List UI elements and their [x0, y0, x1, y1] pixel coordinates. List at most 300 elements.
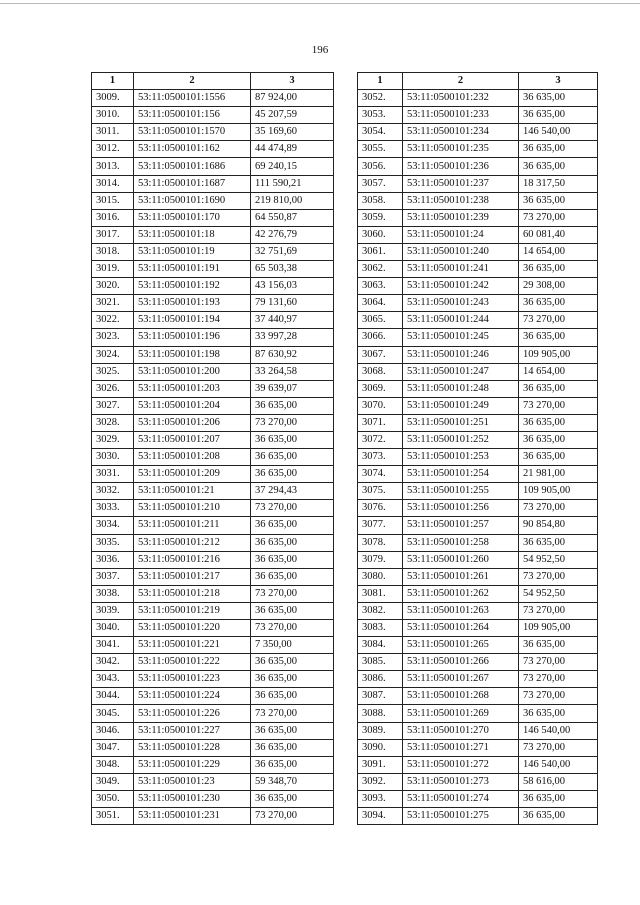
cadastral-number: 53:11:0500101:222: [134, 654, 251, 671]
cadastral-value: 219 810,00: [251, 192, 334, 209]
cadastral-value: 73 270,00: [519, 654, 598, 671]
row-number: 3067.: [358, 346, 403, 363]
table-row: [358, 568, 598, 585]
table-row: [92, 158, 334, 175]
row-number: 3035.: [92, 534, 134, 551]
table-row: [92, 620, 334, 637]
table-row: [358, 602, 598, 619]
cadastral-number: 53:11:0500101:203: [134, 380, 251, 397]
row-number: 3063.: [358, 278, 403, 295]
row-number: 3010.: [92, 107, 134, 124]
row-number: 3044.: [92, 688, 134, 705]
table-row: [358, 329, 598, 346]
cadastral-number: 53:11:0500101:275: [403, 808, 519, 825]
table-row: [92, 278, 334, 295]
cadastral-value: 146 540,00: [519, 722, 598, 739]
row-number: 3085.: [358, 654, 403, 671]
cadastral-value: 73 270,00: [251, 585, 334, 602]
row-number: 3014.: [92, 175, 134, 192]
table-row: [92, 431, 334, 448]
cadastral-number: 53:11:0500101:208: [134, 449, 251, 466]
row-number: 3057.: [358, 175, 403, 192]
cadastral-number: 53:11:0500101:226: [134, 705, 251, 722]
cadastral-value: 39 639,07: [251, 380, 334, 397]
cadastral-value: 73 270,00: [519, 397, 598, 414]
row-number: 3074.: [358, 466, 403, 483]
cadastral-value: 36 635,00: [251, 431, 334, 448]
row-number: 3062.: [358, 261, 403, 278]
cadastral-value: 14 654,00: [519, 243, 598, 260]
column-header-number: 1: [92, 73, 134, 90]
row-number: 3041.: [92, 637, 134, 654]
cadastral-value: 36 635,00: [519, 449, 598, 466]
row-number: 3021.: [92, 295, 134, 312]
cadastral-number: 53:11:0500101:156: [134, 107, 251, 124]
cadastral-value: 69 240,15: [251, 158, 334, 175]
row-number: 3059.: [358, 209, 403, 226]
table-header-row: [92, 73, 334, 90]
cadastral-value: 32 751,69: [251, 243, 334, 260]
table-row: [358, 226, 598, 243]
cadastral-value: 36 635,00: [251, 534, 334, 551]
cadastral-value: 36 635,00: [251, 466, 334, 483]
row-number: 3080.: [358, 568, 403, 585]
row-number: 3049.: [92, 773, 134, 790]
row-number: 3066.: [358, 329, 403, 346]
cadastral-number: 53:11:0500101:266: [403, 654, 519, 671]
cadastral-number: 53:11:0500101:198: [134, 346, 251, 363]
row-number: 3045.: [92, 705, 134, 722]
table-row: [92, 534, 334, 551]
cadastral-value: 73 270,00: [519, 500, 598, 517]
cadastral-value: 73 270,00: [519, 739, 598, 756]
row-number: 3060.: [358, 226, 403, 243]
cadastral-number: 53:11:0500101:256: [403, 500, 519, 517]
table-row: [358, 124, 598, 141]
cadastral-value: 36 635,00: [251, 517, 334, 534]
table-row: [92, 397, 334, 414]
row-number: 3046.: [92, 722, 134, 739]
row-number: 3042.: [92, 654, 134, 671]
cadastral-number: 53:11:0500101:268: [403, 688, 519, 705]
cadastral-number: 53:11:0500101:217: [134, 568, 251, 585]
row-number: 3065.: [358, 312, 403, 329]
table-row: [92, 500, 334, 517]
cadastral-value: 36 635,00: [251, 739, 334, 756]
row-number: 3009.: [92, 90, 134, 107]
table-row: [358, 363, 598, 380]
table-row: [92, 568, 334, 585]
cadastral-value: 36 635,00: [519, 107, 598, 124]
table-row: [92, 295, 334, 312]
table-row: [358, 517, 598, 534]
row-number: 3089.: [358, 722, 403, 739]
table-row: [358, 637, 598, 654]
row-number: 3093.: [358, 790, 403, 807]
table-row: [358, 500, 598, 517]
row-number: 3050.: [92, 790, 134, 807]
cadastral-number: 53:11:0500101:254: [403, 466, 519, 483]
table-row: [358, 534, 598, 551]
cadastral-number: 53:11:0500101:207: [134, 431, 251, 448]
row-number: 3055.: [358, 141, 403, 158]
cadastral-number: 53:11:0500101:162: [134, 141, 251, 158]
cadastral-value: 73 270,00: [251, 414, 334, 431]
cadastral-number: 53:11:0500101:229: [134, 756, 251, 773]
row-number: 3091.: [358, 756, 403, 773]
row-number: 3068.: [358, 363, 403, 380]
cadastral-value: 36 635,00: [251, 654, 334, 671]
cadastral-number: 53:11:0500101:194: [134, 312, 251, 329]
table-row: [358, 90, 598, 107]
cadastral-number: 53:11:0500101:267: [403, 671, 519, 688]
row-number: 3029.: [92, 431, 134, 448]
cadastral-value: 14 654,00: [519, 363, 598, 380]
cadastral-number: 53:11:0500101:200: [134, 363, 251, 380]
cadastral-number: 53:11:0500101:218: [134, 585, 251, 602]
row-number: 3017.: [92, 226, 134, 243]
cadastral-number: 53:11:0500101:219: [134, 602, 251, 619]
cadastral-number: 53:11:0500101:272: [403, 756, 519, 773]
row-number: 3084.: [358, 637, 403, 654]
column-header-value: 3: [251, 73, 334, 90]
table-row: [92, 329, 334, 346]
table-row: [358, 243, 598, 260]
cadastral-number: 53:11:0500101:23: [134, 773, 251, 790]
row-number: 3020.: [92, 278, 134, 295]
cadastral-number: 53:11:0500101:243: [403, 295, 519, 312]
cadastral-value: 36 635,00: [251, 688, 334, 705]
row-number: 3025.: [92, 363, 134, 380]
table-row: [358, 158, 598, 175]
cadastral-value: 73 270,00: [251, 808, 334, 825]
cadastral-number: 53:11:0500101:1687: [134, 175, 251, 192]
row-number: 3056.: [358, 158, 403, 175]
row-number: 3071.: [358, 414, 403, 431]
cadastral-value: 146 540,00: [519, 756, 598, 773]
row-number: 3024.: [92, 346, 134, 363]
cadastral-value: 35 169,60: [251, 124, 334, 141]
cadastral-value: 36 635,00: [519, 380, 598, 397]
cadastral-number: 53:11:0500101:258: [403, 534, 519, 551]
cadastral-value: 36 635,00: [251, 568, 334, 585]
table-header-row: [358, 73, 598, 90]
table-row: [92, 124, 334, 141]
cadastral-value: 44 474,89: [251, 141, 334, 158]
cadastral-value: 18 317,50: [519, 175, 598, 192]
row-number: 3030.: [92, 449, 134, 466]
table-row: [92, 466, 334, 483]
row-number: 3043.: [92, 671, 134, 688]
cadastral-value: 73 270,00: [519, 312, 598, 329]
row-number: 3092.: [358, 773, 403, 790]
cadastral-value: 36 635,00: [519, 705, 598, 722]
cadastral-value: 73 270,00: [251, 620, 334, 637]
table-row: [92, 312, 334, 329]
table-row: [358, 688, 598, 705]
table-row: [92, 756, 334, 773]
table-row: [92, 243, 334, 260]
cadastral-value: 73 270,00: [251, 705, 334, 722]
table-row: [92, 346, 334, 363]
cadastral-number: 53:11:0500101:210: [134, 500, 251, 517]
cadastral-value: 59 348,70: [251, 773, 334, 790]
cadastral-value: 36 635,00: [519, 534, 598, 551]
table-row: [358, 295, 598, 312]
cadastral-number: 53:11:0500101:220: [134, 620, 251, 637]
row-number: 3094.: [358, 808, 403, 825]
row-number: 3015.: [92, 192, 134, 209]
cadastral-value: 65 503,38: [251, 261, 334, 278]
table-row: [92, 175, 334, 192]
table-row: [92, 141, 334, 158]
cadastral-value: 73 270,00: [519, 209, 598, 226]
cadastral-number: 53:11:0500101:232: [403, 90, 519, 107]
table-row: [92, 602, 334, 619]
row-number: 3069.: [358, 380, 403, 397]
cadastral-number: 53:11:0500101:1570: [134, 124, 251, 141]
table-row: [358, 756, 598, 773]
table-row: [358, 671, 598, 688]
cadastral-value: 36 635,00: [519, 261, 598, 278]
table-row: [358, 654, 598, 671]
cadastral-value: 73 270,00: [519, 671, 598, 688]
cadastral-value: 36 635,00: [519, 637, 598, 654]
cadastral-value: 109 905,00: [519, 620, 598, 637]
cadastral-value: 33 264,58: [251, 363, 334, 380]
table-row: [358, 773, 598, 790]
table-row: [358, 585, 598, 602]
cadastral-number: 53:11:0500101:262: [403, 585, 519, 602]
row-number: 3011.: [92, 124, 134, 141]
table-row: [92, 209, 334, 226]
row-number: 3031.: [92, 466, 134, 483]
column-header-cadastral: 2: [134, 73, 251, 90]
registry-table-right-body: [358, 90, 598, 825]
row-number: 3034.: [92, 517, 134, 534]
cadastral-value: 42 276,79: [251, 226, 334, 243]
table-row: [358, 449, 598, 466]
cadastral-number: 53:11:0500101:257: [403, 517, 519, 534]
table-row: [358, 312, 598, 329]
cadastral-number: 53:11:0500101:239: [403, 209, 519, 226]
cadastral-number: 53:11:0500101:224: [134, 688, 251, 705]
column-header-number: 1: [358, 73, 403, 90]
cadastral-number: 53:11:0500101:19: [134, 243, 251, 260]
row-number: 3081.: [358, 585, 403, 602]
table-row: [92, 449, 334, 466]
cadastral-value: 87 924,00: [251, 90, 334, 107]
cadastral-number: 53:11:0500101:192: [134, 278, 251, 295]
table-row: [92, 517, 334, 534]
row-number: 3053.: [358, 107, 403, 124]
cadastral-number: 53:11:0500101:170: [134, 209, 251, 226]
cadastral-number: 53:11:0500101:235: [403, 141, 519, 158]
row-number: 3073.: [358, 449, 403, 466]
table-row: [358, 261, 598, 278]
cadastral-number: 53:11:0500101:216: [134, 551, 251, 568]
cadastral-number: 53:11:0500101:18: [134, 226, 251, 243]
column-header-cadastral: 2: [403, 73, 519, 90]
cadastral-number: 53:11:0500101:260: [403, 551, 519, 568]
cadastral-value: 36 635,00: [519, 295, 598, 312]
cadastral-value: 36 635,00: [519, 414, 598, 431]
table-row: [92, 637, 334, 654]
table-row: [92, 380, 334, 397]
table-row: [358, 209, 598, 226]
cadastral-value: 36 635,00: [519, 329, 598, 346]
cadastral-number: 53:11:0500101:1686: [134, 158, 251, 175]
cadastral-number: 53:11:0500101:252: [403, 431, 519, 448]
table-row: [92, 773, 334, 790]
row-number: 3026.: [92, 380, 134, 397]
table-row: [358, 808, 598, 825]
table-row: [92, 671, 334, 688]
cadastral-number: 53:11:0500101:274: [403, 790, 519, 807]
cadastral-number: 53:11:0500101:265: [403, 637, 519, 654]
cadastral-number: 53:11:0500101:1690: [134, 192, 251, 209]
cadastral-value: 29 308,00: [519, 278, 598, 295]
cadastral-value: 90 854,80: [519, 517, 598, 534]
row-number: 3048.: [92, 756, 134, 773]
row-number: 3040.: [92, 620, 134, 637]
cadastral-value: 37 440,97: [251, 312, 334, 329]
cadastral-number: 53:11:0500101:249: [403, 397, 519, 414]
cadastral-value: 36 635,00: [251, 602, 334, 619]
table-row: [92, 654, 334, 671]
cadastral-number: 53:11:0500101:233: [403, 107, 519, 124]
table-row: [92, 705, 334, 722]
cadastral-number: 53:11:0500101:234: [403, 124, 519, 141]
table-row: [92, 585, 334, 602]
cadastral-number: 53:11:0500101:270: [403, 722, 519, 739]
row-number: 3019.: [92, 261, 134, 278]
row-number: 3054.: [358, 124, 403, 141]
table-row: [358, 431, 598, 448]
table-row: [92, 790, 334, 807]
cadastral-number: 53:11:0500101:244: [403, 312, 519, 329]
table-row: [358, 705, 598, 722]
cadastral-value: 45 207,59: [251, 107, 334, 124]
table-row: [358, 414, 598, 431]
row-number: 3082.: [358, 602, 403, 619]
table-row: [92, 808, 334, 825]
table-row: [92, 414, 334, 431]
cadastral-number: 53:11:0500101:241: [403, 261, 519, 278]
cadastral-number: 53:11:0500101:263: [403, 602, 519, 619]
cadastral-number: 53:11:0500101:246: [403, 346, 519, 363]
cadastral-value: 54 952,50: [519, 551, 598, 568]
cadastral-number: 53:11:0500101:212: [134, 534, 251, 551]
cadastral-number: 53:11:0500101:255: [403, 483, 519, 500]
row-number: 3086.: [358, 671, 403, 688]
table-row: [92, 739, 334, 756]
cadastral-value: 36 635,00: [251, 397, 334, 414]
cadastral-number: 53:11:0500101:251: [403, 414, 519, 431]
table-row: [358, 466, 598, 483]
row-number: 3022.: [92, 312, 134, 329]
row-number: 3036.: [92, 551, 134, 568]
cadastral-value: 36 635,00: [251, 449, 334, 466]
row-number: 3027.: [92, 397, 134, 414]
cadastral-value: 60 081,40: [519, 226, 598, 243]
row-number: 3070.: [358, 397, 403, 414]
cadastral-number: 53:11:0500101:269: [403, 705, 519, 722]
table-row: [358, 278, 598, 295]
cadastral-number: 53:11:0500101:1556: [134, 90, 251, 107]
table-row: [358, 141, 598, 158]
row-number: 3064.: [358, 295, 403, 312]
cadastral-number: 53:11:0500101:264: [403, 620, 519, 637]
cadastral-number: 53:11:0500101:248: [403, 380, 519, 397]
cadastral-value: 73 270,00: [251, 500, 334, 517]
scan-top-line: [0, 3, 640, 4]
table-row: [358, 551, 598, 568]
cadastral-value: 87 630,92: [251, 346, 334, 363]
cadastral-number: 53:11:0500101:261: [403, 568, 519, 585]
cadastral-value: 36 635,00: [519, 141, 598, 158]
row-number: 3078.: [358, 534, 403, 551]
cadastral-number: 53:11:0500101:271: [403, 739, 519, 756]
cadastral-number: 53:11:0500101:236: [403, 158, 519, 175]
cadastral-number: 53:11:0500101:211: [134, 517, 251, 534]
registry-table-left-body: [92, 90, 334, 825]
cadastral-number: 53:11:0500101:196: [134, 329, 251, 346]
cadastral-number: 53:11:0500101:191: [134, 261, 251, 278]
cadastral-value: 33 997,28: [251, 329, 334, 346]
row-number: 3072.: [358, 431, 403, 448]
table-row: [92, 90, 334, 107]
cadastral-value: 73 270,00: [519, 568, 598, 585]
cadastral-number: 53:11:0500101:273: [403, 773, 519, 790]
cadastral-number: 53:11:0500101:193: [134, 295, 251, 312]
cadastral-number: 53:11:0500101:240: [403, 243, 519, 260]
cadastral-value: 36 635,00: [251, 551, 334, 568]
table-row: [358, 346, 598, 363]
row-number: 3075.: [358, 483, 403, 500]
cadastral-value: 109 905,00: [519, 346, 598, 363]
cadastral-number: 53:11:0500101:245: [403, 329, 519, 346]
row-number: 3061.: [358, 243, 403, 260]
cadastral-number: 53:11:0500101:221: [134, 637, 251, 654]
cadastral-number: 53:11:0500101:228: [134, 739, 251, 756]
row-number: 3052.: [358, 90, 403, 107]
row-number: 3090.: [358, 739, 403, 756]
cadastral-number: 53:11:0500101:253: [403, 449, 519, 466]
row-number: 3018.: [92, 243, 134, 260]
cadastral-number: 53:11:0500101:237: [403, 175, 519, 192]
table-row: [92, 483, 334, 500]
cadastral-value: 7 350,00: [251, 637, 334, 654]
cadastral-value: 37 294,43: [251, 483, 334, 500]
table-row: [358, 739, 598, 756]
row-number: 3028.: [92, 414, 134, 431]
table-row: [358, 722, 598, 739]
row-number: 3013.: [92, 158, 134, 175]
row-number: 3088.: [358, 705, 403, 722]
cadastral-number: 53:11:0500101:242: [403, 278, 519, 295]
cadastral-number: 53:11:0500101:21: [134, 483, 251, 500]
cadastral-number: 53:11:0500101:206: [134, 414, 251, 431]
cadastral-value: 21 981,00: [519, 466, 598, 483]
cadastral-number: 53:11:0500101:247: [403, 363, 519, 380]
cadastral-number: 53:11:0500101:204: [134, 397, 251, 414]
cadastral-value: 54 952,50: [519, 585, 598, 602]
cadastral-number: 53:11:0500101:227: [134, 722, 251, 739]
row-number: 3079.: [358, 551, 403, 568]
cadastral-value: 36 635,00: [251, 790, 334, 807]
table-row: [92, 261, 334, 278]
